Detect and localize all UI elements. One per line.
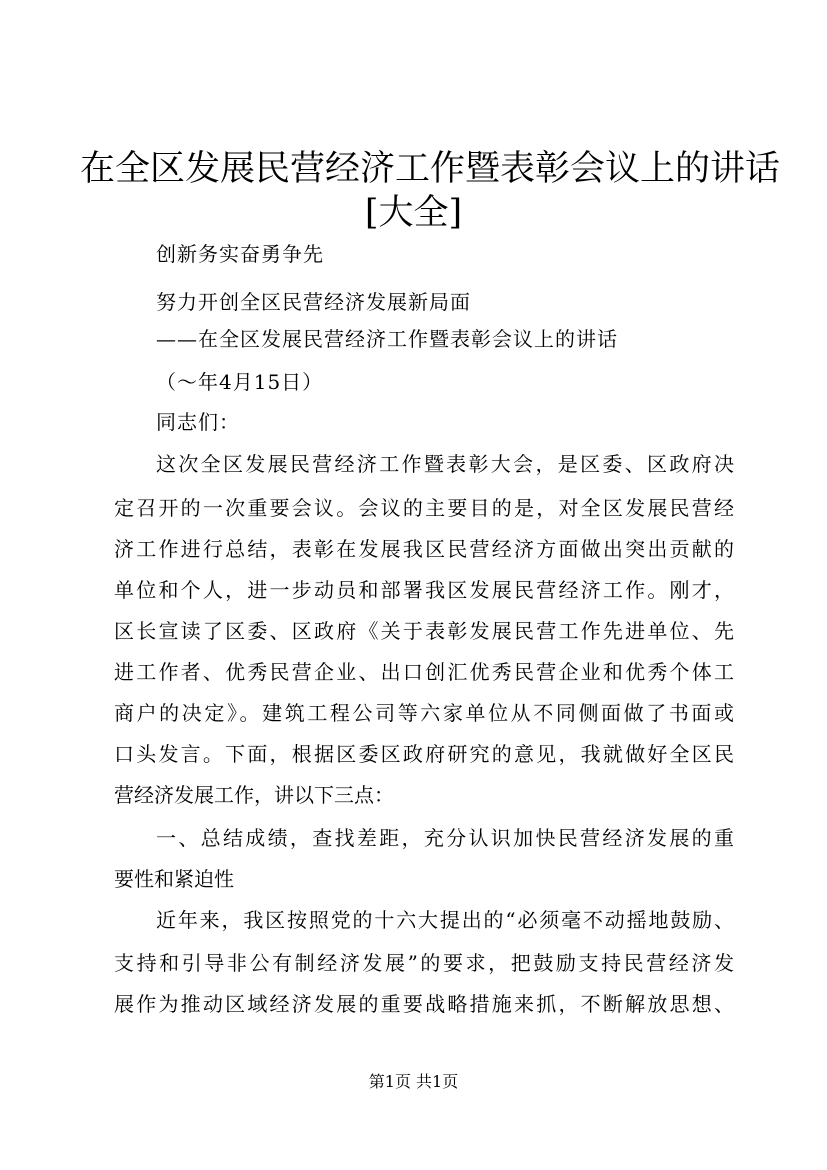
- subtitle-line-1: 创新务实奋勇争先: [156, 242, 324, 266]
- subtitle-line-2: 努力开创全区民营经济发展新局面: [156, 290, 471, 314]
- salutation: 同志们：: [156, 410, 240, 434]
- paragraph-1-line: 定召开的一次重要会议。会议的主要目的是，对全区发展民营经: [114, 496, 734, 520]
- document-title-suffix: [大全]: [364, 193, 463, 233]
- paragraph-1-line: 单位和个人，进一步动员和部署我区发展民营经济工作。刚才，: [114, 578, 734, 602]
- paragraph-1-line: 口头发言。下面，根据区委区政府研究的意见，我就做好全区民: [114, 742, 734, 766]
- speech-date: （～年4月15日）: [156, 370, 324, 394]
- paragraph-2-line: 近年来，我区按照党的十六大提出的“必须毫不动摇地鼓励、: [156, 908, 734, 932]
- paragraph-1-line: 这次全区发展民营经济工作暨表彰大会，是区委、区政府决: [156, 452, 734, 476]
- paragraph-2-line: 支持和引导非公有制经济发展”的要求，把鼓励支持民营经济发: [114, 951, 734, 975]
- paragraph-2-line: 展作为推动区域经济发展的重要战略措施来抓，不断解放思想、: [114, 992, 734, 1016]
- section-heading-1: 要性和紧迫性: [114, 867, 234, 891]
- paragraph-1-line: 营经济发展工作，讲以下三点：: [114, 783, 394, 807]
- paragraph-1-line: 进工作者、优秀民营企业、出口创汇优秀民营企业和优秀个体工: [114, 660, 734, 684]
- paragraph-1-line: 济工作进行总结，表彰在发展我区民营经济方面做出突出贡献的: [114, 537, 734, 561]
- page-footer: 第1页 共1页: [368, 1072, 459, 1091]
- subtitle-line-3: ——在全区发展民营经济工作暨表彰会议上的讲话: [156, 327, 618, 351]
- paragraph-1-line: 商户的决定》。建筑工程公司等六家单位从不同侧面做了书面或: [114, 701, 734, 725]
- paragraph-1-line: 区长宣读了区委、区政府《关于表彰发展民营工作先进单位、先: [114, 619, 734, 643]
- section-heading-1: 一、总结成绩，查找差距，充分认识加快民营经济发展的重: [156, 826, 734, 850]
- document-title: 在全区发展民营经济工作暨表彰会议上的讲话: [80, 149, 781, 189]
